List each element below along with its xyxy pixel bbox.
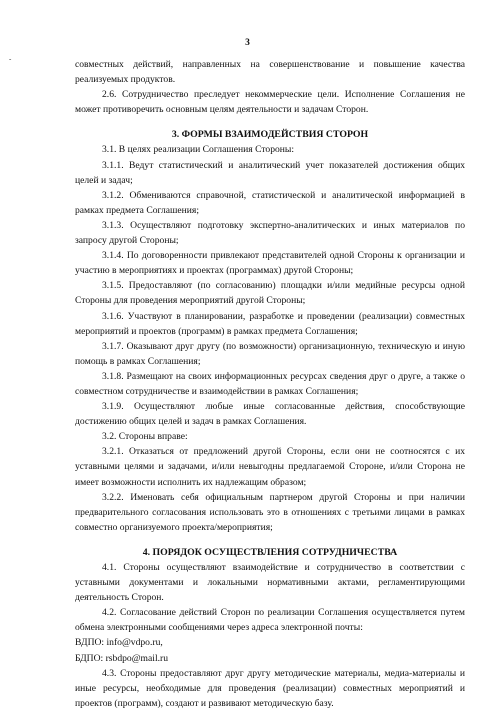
- paragraph-2-6: 2.6. Сотрудничество преследует некоммерческие цели. Исполнение Соглашения не может противоречить основным целям деятельности и задачам Сторон.: [75, 89, 465, 116]
- paragraph-4-2: 4.2. Согласование действий Сторон по реализации Соглашения осуществляется путем обмена электронными сообщениями через адреса электронной почты:: [75, 607, 465, 634]
- email-bdpo: БДПО: rsbdpo@mail.ru: [75, 652, 169, 664]
- paragraph-3-1-3: 3.1.3. Осуществляют подготовку экспертно-аналитических и иных материалов по запросу другой Стороны;: [75, 219, 465, 247]
- document-body: [75, 57, 465, 711]
- paragraph-3-1-2: 3.1.2. Обмениваются справочной, статистической и аналитической информацией в рамках предмета Соглашения;: [75, 189, 465, 216]
- section-3-heading: 3. ФОРМЫ ВЗАИМОДЕЙСТВИЯ СТОРОН: [171, 129, 369, 141]
- page-number: 3: [245, 38, 250, 48]
- paragraph-3-1-6: 3.1.6. Участвуют в планировании, разработке и проведении (реализации) совместных мероприятий и проектов (программ) в рамках предмета Соглашения;: [75, 310, 465, 337]
- paragraph-3-2: 3.2. Стороны вправе:: [102, 431, 188, 443]
- paragraph-3-1: 3.1. В целях реализации Соглашения Стороны:: [102, 144, 295, 156]
- margin-mark: -: [9, 55, 12, 63]
- paragraph-3-1-9: 3.1.9. Осуществляют любые иные согласованные действия, способствующие достижению общих целей и задач в рамках Соглашения.: [75, 401, 465, 428]
- paragraph-4-1: 4.1. Стороны осуществляют взаимодействие и сотрудничество в соответствии с уставными документами и локальными нормативными актами, регламентирующими деятельность Сторон.: [75, 562, 465, 604]
- paragraph-3-1-8: 3.1.8. Размещают на своих информационных ресурсах сведения друг о друге, а также о совместном сотрудничестве и взаимодействии в рамках Соглашения;: [75, 370, 465, 397]
- paragraph-3-1-1: 3.1.1. Ведут статистический и аналитический учет показателей достижения общих целей и задач;: [75, 159, 465, 186]
- paragraph-4-3: 4.3. Стороны предоставляют друг другу методические материалы, медиа-материалы и иные ресурсы, необходимые для проведения (реализации) совместных мероприятий и проектов (программ), создают и развивают методическую базу.: [75, 667, 465, 709]
- email-vdpo: ВДПО: info@vdpo.ru,: [75, 637, 163, 649]
- paragraph-3-1-5: 3.1.5. Предоставляют (по согласованию) площадки и/или медийные ресурсы одной Стороны для проведения мероприятий другой Стороны;: [75, 280, 465, 307]
- paragraph-2-5-continuation: совместных действий, направленных на совершенствование и повышение качества реализуемых продуктов.: [75, 59, 465, 86]
- paragraph-3-1-7: 3.1.7. Оказывают друг другу (по возможности) организационную, техническую и иную помощь в рамках Соглашения;: [75, 340, 465, 367]
- paragraph-3-2-1: 3.2.1. Отказаться от предложений другой Стороны, если они не соотносятся с их уставными целями и задачами, и/или невыгодны предлагаемой Стороне, и/или Сторона не имеет возможности исполнить их надлежащим образом;: [75, 446, 465, 488]
- paragraph-3-1-4: 3.1.4. По договоренности привлекают представителей одной Стороны к организации и участию в мероприятиях и проектах (программах) другой Стороны;: [75, 250, 465, 277]
- section-4-heading: 4. ПОРЯДОК ОСУЩЕСТВЛЕНИЯ СОТРУДНИЧЕСТВА: [142, 546, 398, 558]
- paragraph-3-2-2: 3.2.2. Именовать себя официальным партнером другой Стороны и при наличии предварительного согласования использовать это в отношениях с третьими лицами в рамках совместно организуемого проекта/мероприятия;: [75, 491, 465, 533]
